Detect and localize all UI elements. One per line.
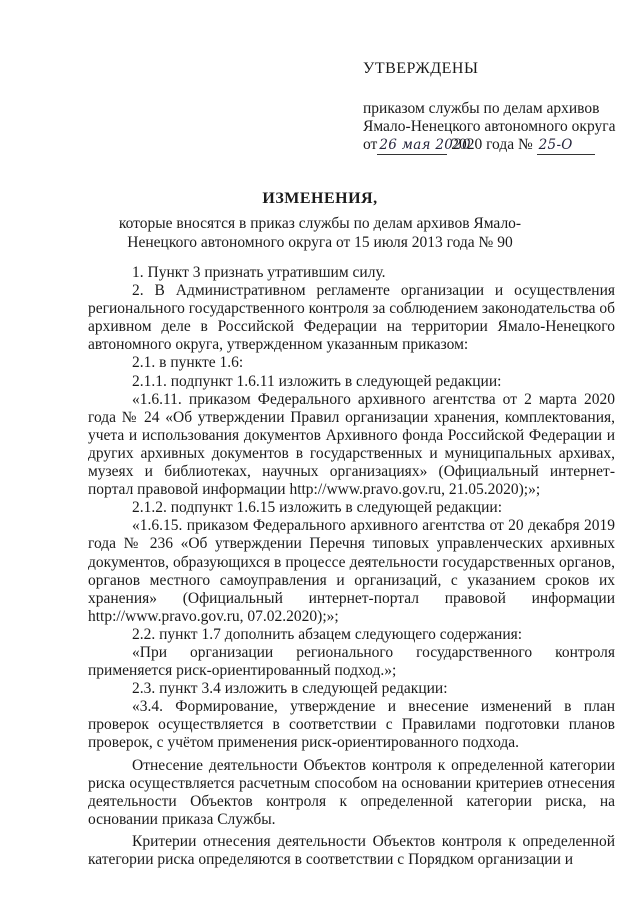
document-subtitle: которые вносятся в приказ службы по делам архивов Ямало-Ненецкого автономного округа от 15 июля 2013 года № 90 [118, 215, 522, 251]
paragraph: 2.2. пункт 1.7 дополнить абзацем следующего содержания: [132, 625, 523, 643]
paragraph: 2.1. в пункте 1.6: [132, 354, 244, 372]
handwritten-order-number: 25-О [537, 136, 595, 155]
paragraph: 1. Пункт 3 признать утратившим силу. [132, 264, 386, 281]
paragraph: «1.6.15. приказом Федерального архивного агентства от 20 декабря 2019 года № 236 «Об утверждении Перечня типовых управленческих архивных документов, образующихся в процессе деятельности государственных органов, органов местного самоуправления и организаций, с указанием сроков их хранения» (Официальный интернет-портал правовой информации http://www.pravo.gov.ru, 07.02.2020);»; [88, 517, 615, 625]
approval-date-line [363, 136, 633, 155]
document-body [88, 264, 615, 869]
paragraph: 2. В Административном регламенте организации и осуществления регионального государственного контроля за соблюдением законодательства об архивном деле в Российской Федерации на территории Ямало-Ненецкого автономного округа, утвержденном указанным приказом: [88, 282, 615, 354]
date-suffix: 2020 года № [451, 136, 533, 153]
paragraph: «При организации регионального государственного контроля применяется риск-ориентированный подход.»; [88, 643, 615, 680]
paragraph: Критерии отнесения деятельности Объектов контроля к определенной категории риска определяются в соответствии с Порядком организации и [88, 832, 615, 868]
date-prefix: от [363, 136, 378, 153]
paragraph: Отнесение деятельности Объектов контроля к определенной категории риска осуществляется расчетным способом на основании критериев отнесения деятельности Объектов контроля к определенной категории риска, на основании приказа Службы. [88, 756, 615, 828]
document-title: ИЗМЕНЕНИЯ, [262, 190, 378, 207]
approval-line-1: приказом службы по делам архивов [363, 100, 600, 117]
handwritten-date: 26 мая 2020 [379, 137, 471, 153]
paragraph: «1.6.11. приказом Федерального архивного агентства от 2 марта 2020 года № 24 «Об утверждении Правил организации хранения, комплектования, учета и использования документов Архивного фонда Российской Федерации и других архивных документов в государственных и муниципальных архивах, музеях и библиотеках, научных организациях» (Официальный интернет-портал правовой информации http://www.pravo.gov.ru, 21.05.2020);»; [88, 390, 615, 499]
paragraph: 2.3. пункт 3.4 изложить в следующей редакции: [132, 680, 448, 698]
paragraph: 2.1.1. подпункт 1.6.11 изложить в следующей редакции: [132, 372, 502, 390]
approval-block [363, 60, 633, 155]
approval-heading: УТВЕРЖДЕНЫ [363, 60, 479, 77]
approval-line-2: Ямало-Ненецкого автономного округа [363, 118, 616, 135]
paragraph: «3.4. Формирование, утверждение и внесение изменений в план проверок осуществляется в соответствии с Правилами подготовки планов проверок, с учётом применения риск-ориентированного подхода. [88, 698, 615, 752]
paragraph: 2.1.2. подпункт 1.6.15 изложить в следующей редакции: [132, 499, 503, 517]
